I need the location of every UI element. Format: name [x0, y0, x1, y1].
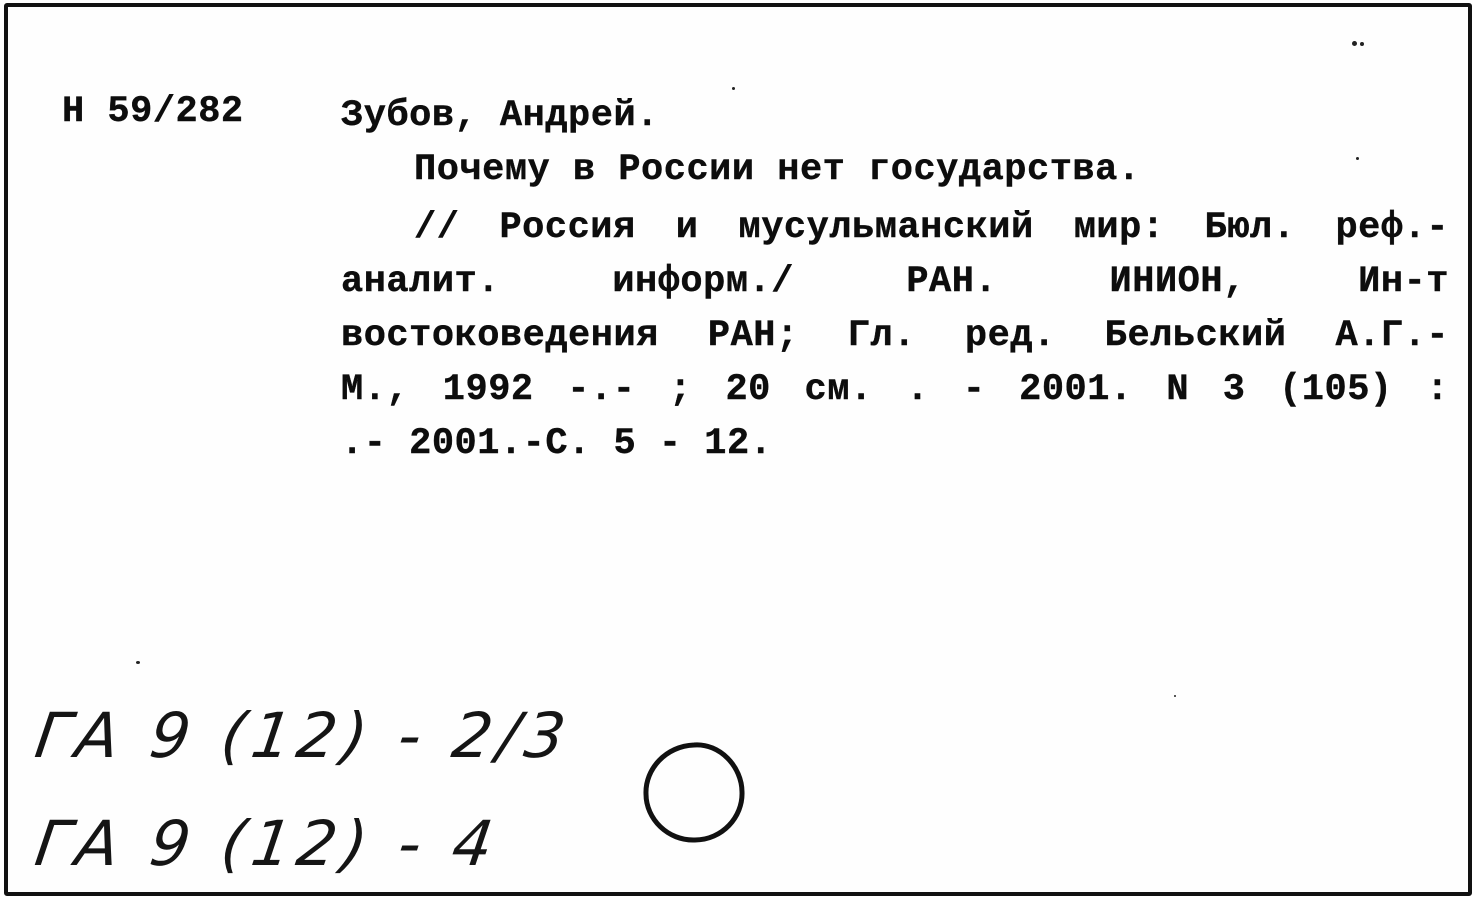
punch-hole-icon	[638, 737, 750, 849]
handwritten-classification-2: ГА 9 (12) - 4	[30, 807, 504, 880]
ink-speck	[1360, 42, 1364, 46]
reference-line: .- 2001.-С. 5 - 12.	[341, 423, 773, 465]
ink-speck	[1352, 41, 1357, 46]
reference-line: востоковедения РАН; Гл. ред. Бельский А.Г.-	[341, 315, 1449, 357]
author-heading: Зубов, Андрей.	[341, 95, 659, 137]
catalog-card	[4, 3, 1472, 896]
ink-speck	[136, 661, 140, 664]
ink-speck	[732, 87, 735, 90]
reference-line: аналит. информ./ РАН. ИНИОН, Ин-т	[341, 261, 1449, 303]
reference-line: М., 1992 -.- ; 20 см. . - 2001. N 3 (105) :	[341, 369, 1449, 411]
article-title: Почему в России нет государства.	[414, 149, 1141, 191]
ink-speck	[1356, 157, 1359, 160]
ink-speck	[1174, 695, 1176, 697]
handwritten-classification-1: ГА 9 (12) - 2/3	[30, 699, 576, 772]
reference-line: // Россия и мусульманский мир: Бюл. реф.-	[414, 207, 1449, 249]
shelf-mark: Н 59/282	[62, 91, 244, 133]
bibliographic-reference	[341, 201, 1449, 471]
